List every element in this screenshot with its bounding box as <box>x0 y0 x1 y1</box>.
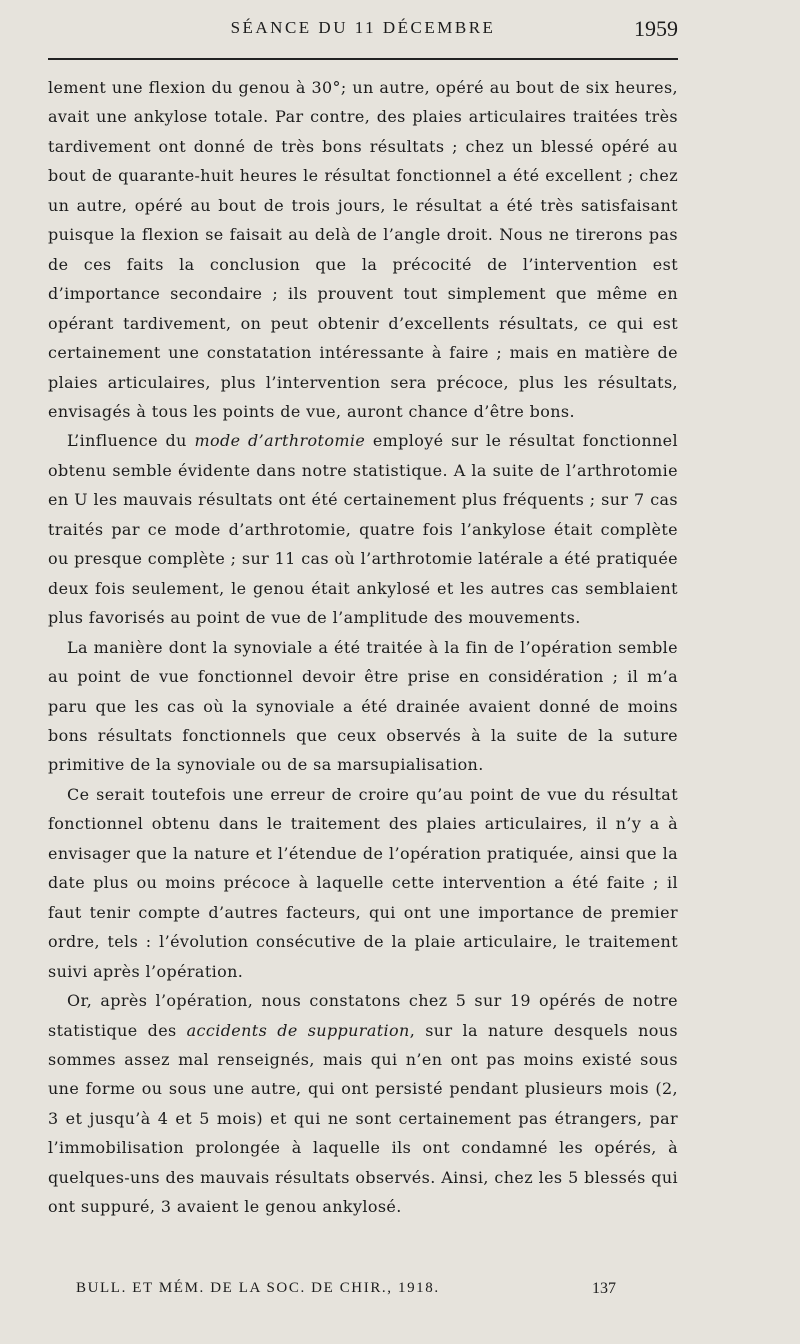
paragraph-1 <box>48 73 678 426</box>
page-header <box>48 14 678 48</box>
footer-journal-reference: BULL. ET MÉM. DE LA SOC. DE CHIR., 1918. <box>76 1280 440 1296</box>
footer-sheet-number: 137 <box>592 1280 616 1297</box>
paragraph-2-italic-term: mode d’arthrotomie <box>194 431 366 451</box>
paragraph-1-text: lement une flexion du genou à 30°; un autre, opéré au bout de six heures, avait une ankylose totale. Par contre, des plaies articulaires traitées très tardivement ont donné de très bons résultats ; chez un blessé opéré au bout de quarante-huit heures le résultat fonctionnel a été excellent ; chez un autre, opéré au bout de trois jours, le résultat a été très satisfaisant puisque la flexion se faisait au delà de l’angle droit. Nous ne tirerons pas de ces faits la conclusion que la précocité de l’intervention est d’importance secondaire ; ils prouvent tout simplement que même en opérant tardivement, on peut obtenir d’excellents résultats, ce qui est certainement une constatation intéressante à faire ; mais en matière de plaies articulaires, plus l’intervention sera précoce, plus les résultats, envisagés à tous les points de vue, auront chance d’être bons. <box>48 78 678 421</box>
header-rule <box>48 58 678 60</box>
paragraph-3 <box>48 633 678 780</box>
paragraph-5 <box>48 986 678 1222</box>
body-text <box>48 73 678 1222</box>
running-title: SÉANCE DU 11 DÉCEMBRE <box>230 18 496 37</box>
paragraph-2-text-end: employé sur le résultat fonctionnel obtenu semble évidente dans notre statistique. A la suite de l’arthrotomie en U les mauvais résultats ont été certainement plus fréquents ; sur 7 cas traités par ce mode d’arthrotomie, quatre fois l’ankylose était complète ou presque complète ; sur 11 cas où l’arthrotomie latérale a été pratiquée deux fois seulement, le genou était ankylosé et les autres cas semblaient plus favorisés au point de vue de l’amplitude des mouvements. <box>48 431 678 628</box>
paragraph-2 <box>48 426 678 632</box>
paragraph-4 <box>48 780 678 986</box>
page-footer <box>76 1280 616 1304</box>
paragraph-2-text-start: L’influence du <box>67 431 195 451</box>
paragraph-4-text: Ce serait toutefois une erreur de croire qu’au point de vue du résultat fonctionnel obtenu dans le traitement des plaies articulaires, il n’y a à envisager que la nature et l’étendue de l’opération pratiquée, ainsi que la date plus ou moins précoce à laquelle cette intervention a été faite ; il faut tenir compte d’autres facteurs, qui ont une importance de premier ordre, tels : l’évolution consécutive de la plaie articulaire, le traitement suivi après l’opération. <box>48 784 678 981</box>
page-number: 1959 <box>634 16 678 41</box>
paragraph-5-text-end: , sur la nature desquels nous sommes assez mal renseignés, mais qui n’en ont pas moins existé sous une forme ou sous une autre, qui ont persisté pendant plusieurs mois (2, 3 et jusqu’à 4 et 5 mois) et qui ne sont certainement pas étrangers, par l’immobilisation prolongée à laquelle ils ont condamné les opérés, à quelques-uns des mauvais résultats observés. Ainsi, chez les 5 blessés qui ont suppuré, 3 avaient le genou ankylosé. <box>48 1020 678 1217</box>
paragraph-5-text-start: Or, après l’opération, nous constatons chez 5 sur 19 opérés de notre statistique des <box>48 991 678 1040</box>
paragraph-3-text: La manière dont la synoviale a été traitée à la fin de l’opération semble au point de vue fonctionnel devoir être prise en considération ; il m’a paru que les cas où la synoviale a été drainée avaient donné de moins bons résultats fonctionnels que ceux observés à la suite de la suture primitive de la synoviale ou de sa marsupialisation. <box>48 637 678 775</box>
paragraph-5-italic-term: accidents de suppuration <box>186 1020 410 1040</box>
